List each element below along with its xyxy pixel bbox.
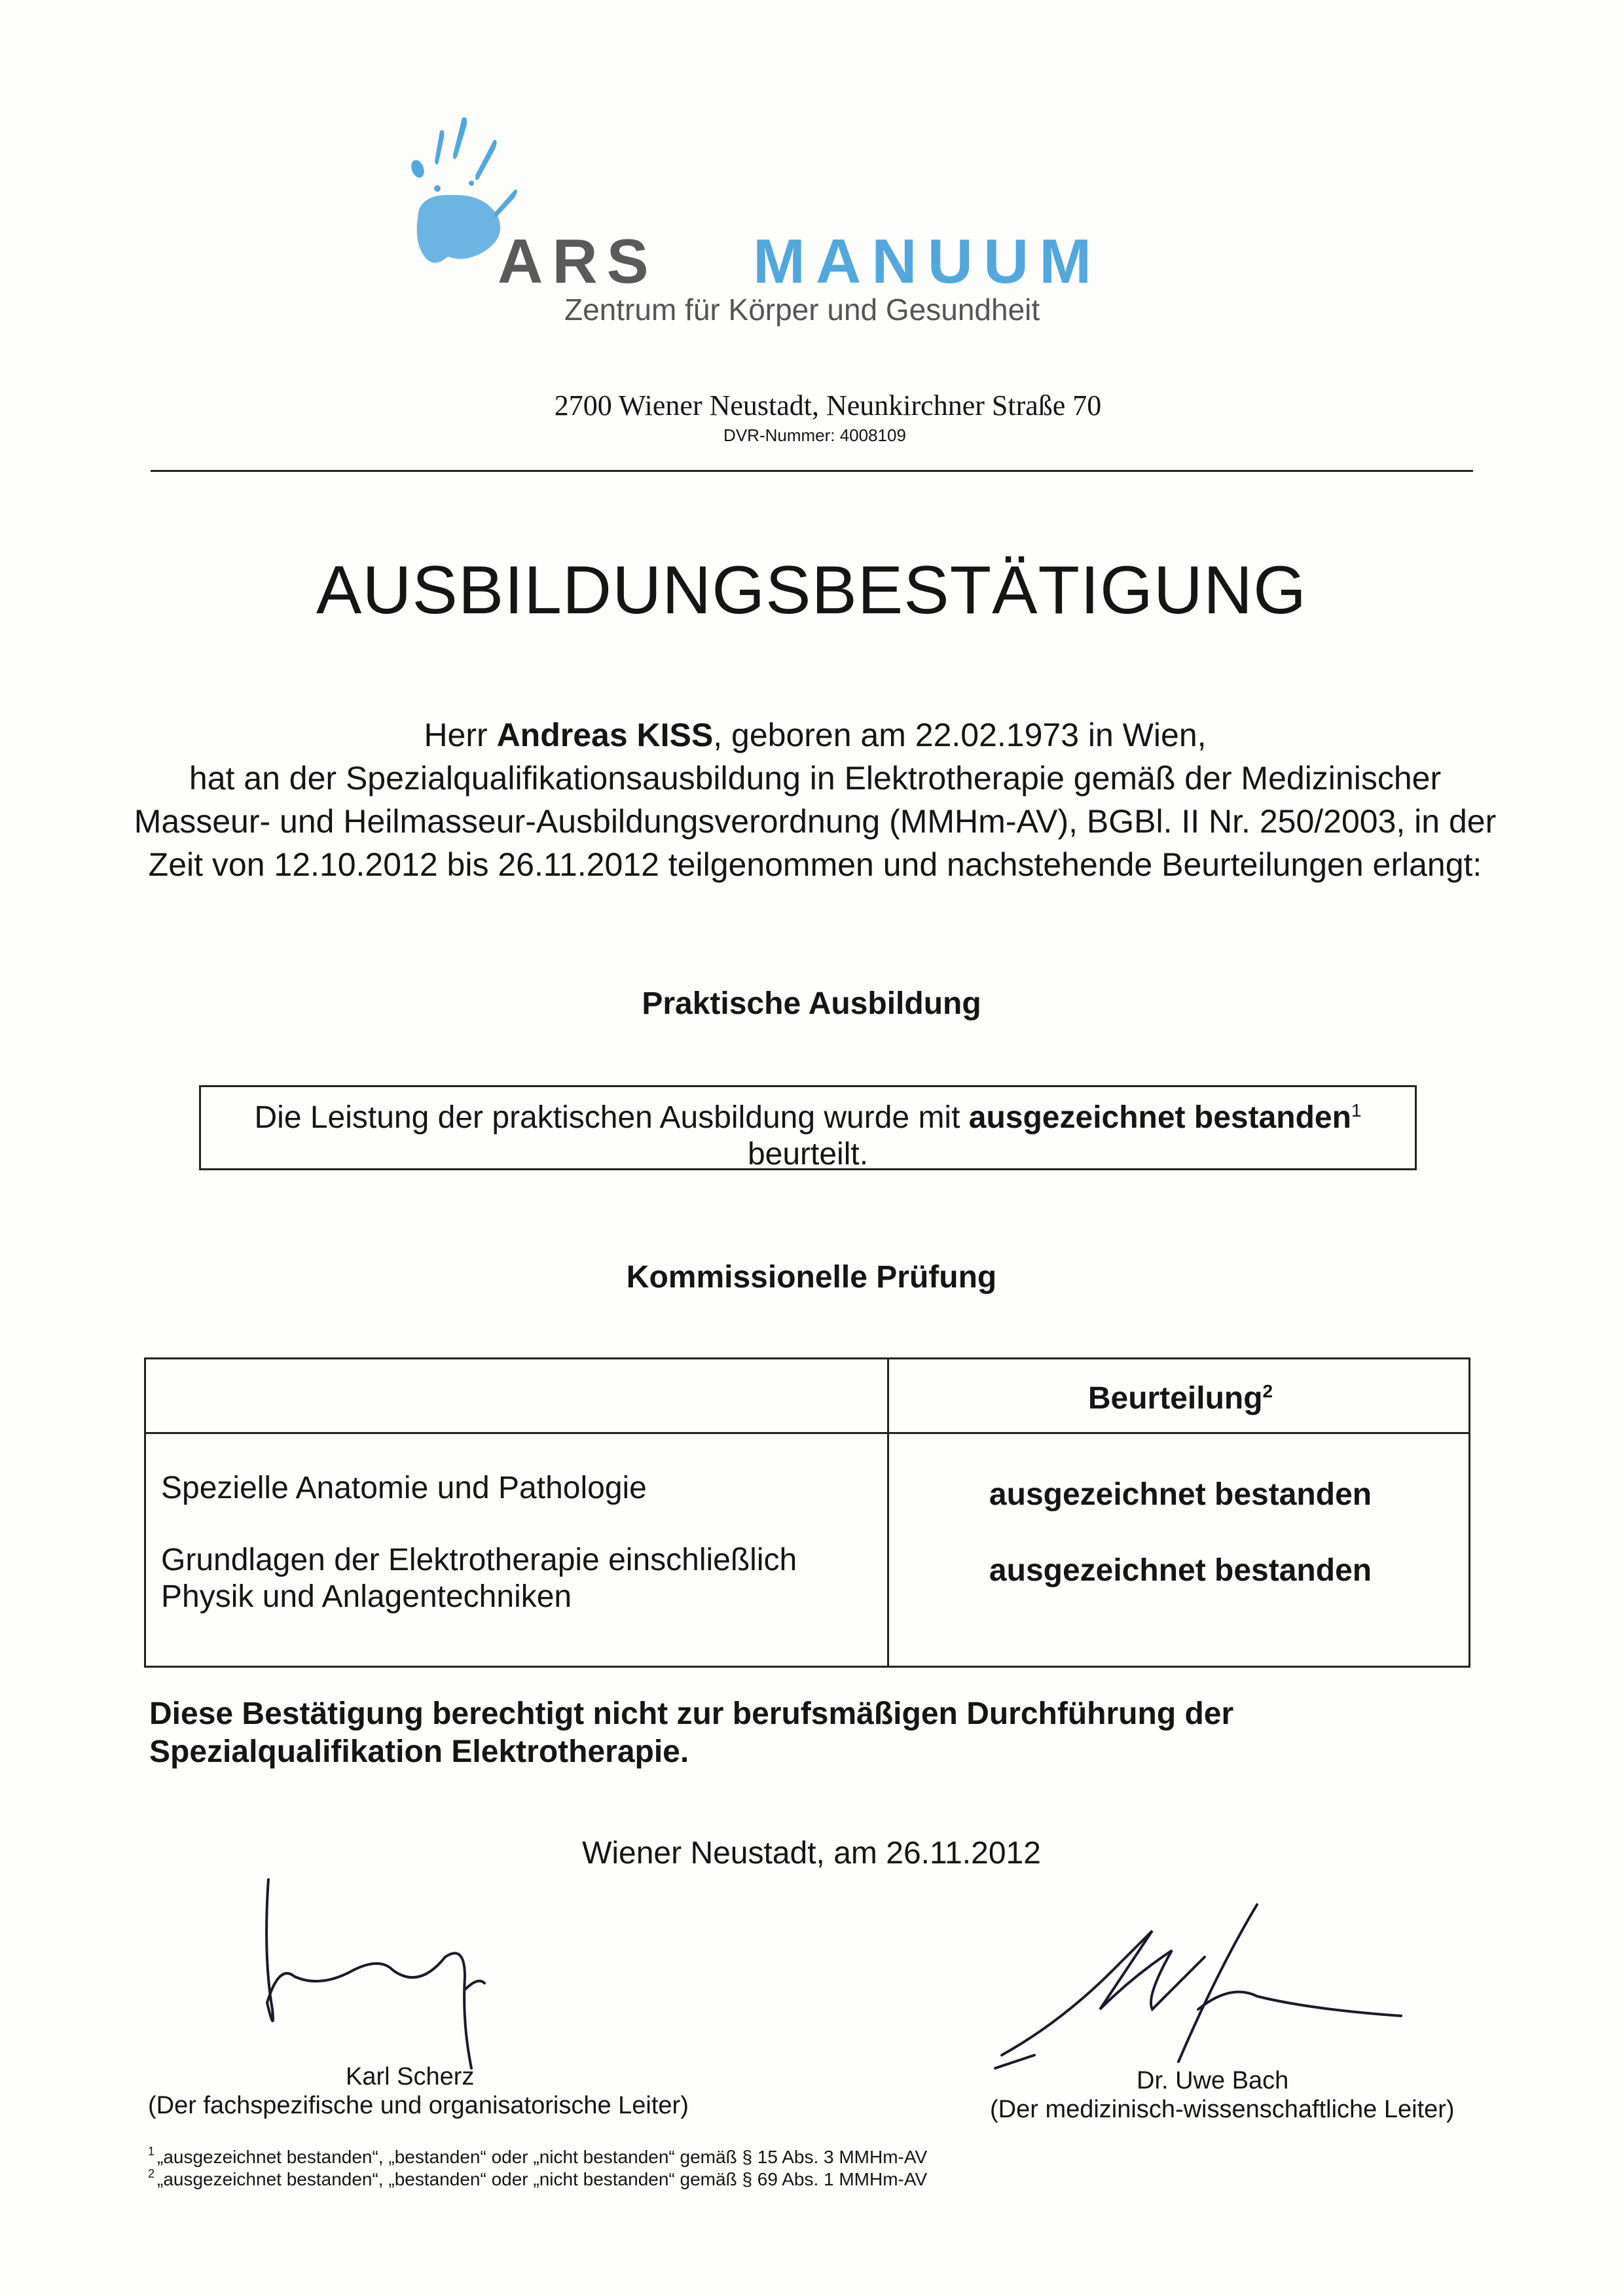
footnote-2-text: „ausgezeichnet bestanden“, „bestanden“ oder „nicht bestanden“ gemäß § 69 Abs. 1 MMHm-AV [157, 2169, 928, 2189]
signature-1-image [249, 1878, 563, 2081]
signatory-2-name: Dr. Uwe Bach [1137, 2067, 1289, 2094]
table-column-divider [887, 1357, 889, 1668]
logo-tagline: Zentrum für Körper und Gesundheit [564, 293, 1040, 327]
table-row-subject: Spezielle Anatomie und Pathologie [161, 1471, 647, 1505]
header-divider [151, 470, 1473, 472]
grade-column-label: Beurteilung [1087, 1381, 1263, 1416]
document-title: AUSBILDUNGSBESTÄTIGUNG [316, 552, 1307, 628]
practical-text-after: beurteilt. [747, 1137, 869, 1172]
table-row-subject: Grundlagen der Elektrotherapie einschließlich Physik und Anlagentechniken [161, 1543, 797, 1614]
practical-heading: Praktische Ausbildung [642, 986, 981, 1021]
footnote-1-text: „ausgezeichnet bestanden“, „bestanden“ oder „nicht bestanden“ gemäß § 15 Abs. 3 MMHm-AV [157, 2147, 928, 2167]
intro-paragraph [131, 713, 1499, 886]
footnote-2 [148, 2168, 927, 2189]
table-header-divider [144, 1432, 1470, 1434]
intro-line1: , geboren am 22.02.1973 in Wien, [713, 717, 1207, 753]
notice-text: Diese Bestätigung berechtigt nicht zur berufsmäßigen Durchführung der Spezialqualifikation Elektrotherapie. [149, 1696, 1234, 1769]
trainee-name: Andreas KISS [496, 717, 714, 753]
footnote-2-mark: 2 [148, 2167, 155, 2180]
grade-column-header [890, 1382, 1470, 1414]
table-row-grade: ausgezeichnet bestanden [989, 1553, 1372, 1588]
signatory-1-role: (Der fachspezifische und organisatorische Leiter) [148, 2092, 689, 2119]
logo-text-manuum: MANUUM [753, 226, 1103, 296]
logo-text-ars: ARS [498, 226, 658, 296]
intro-body: hat an der Spezialqualifikationsausbildung in Elektrotherapie gemäß der Medizinischer Masseur- und Heilmasseur-Ausbildungsverordnung (MMHm-AV), BGBl. II Nr. 250/2003, in der Zeit von 12.10.2012 bis 26.11.2012 teilgenommen und nachstehende Beurteilungen erlangt: [134, 760, 1497, 883]
signature-2-image [982, 1878, 1414, 2081]
footnote-1-mark: 1 [148, 2145, 155, 2158]
institution-address: 2700 Wiener Neustadt, Neunkirchner Straße 70 [554, 389, 1102, 422]
practical-result-box [199, 1085, 1417, 1170]
footnote-mark-2: 2 [1262, 1381, 1273, 1401]
exam-heading: Kommissionelle Prüfung [626, 1260, 997, 1295]
practical-grade: ausgezeichnet bestanden [968, 1100, 1351, 1135]
salutation: Herr [424, 717, 488, 753]
signatory-2-role: (Der medizinisch-wissenschaftliche Leiter) [990, 2096, 1455, 2123]
dvr-number: DVR-Nummer: 4008109 [723, 425, 906, 445]
footnote-1 [148, 2145, 927, 2166]
table-row-grade: ausgezeichnet bestanden [989, 1477, 1372, 1512]
signatory-1-name: Karl Scherz [346, 2063, 475, 2090]
footnote-mark-1: 1 [1351, 1100, 1362, 1121]
place-and-date: Wiener Neustadt, am 26.11.2012 [582, 1836, 1041, 1871]
practical-text-before: Die Leistung der praktischen Ausbildung wurde mit [254, 1100, 969, 1135]
